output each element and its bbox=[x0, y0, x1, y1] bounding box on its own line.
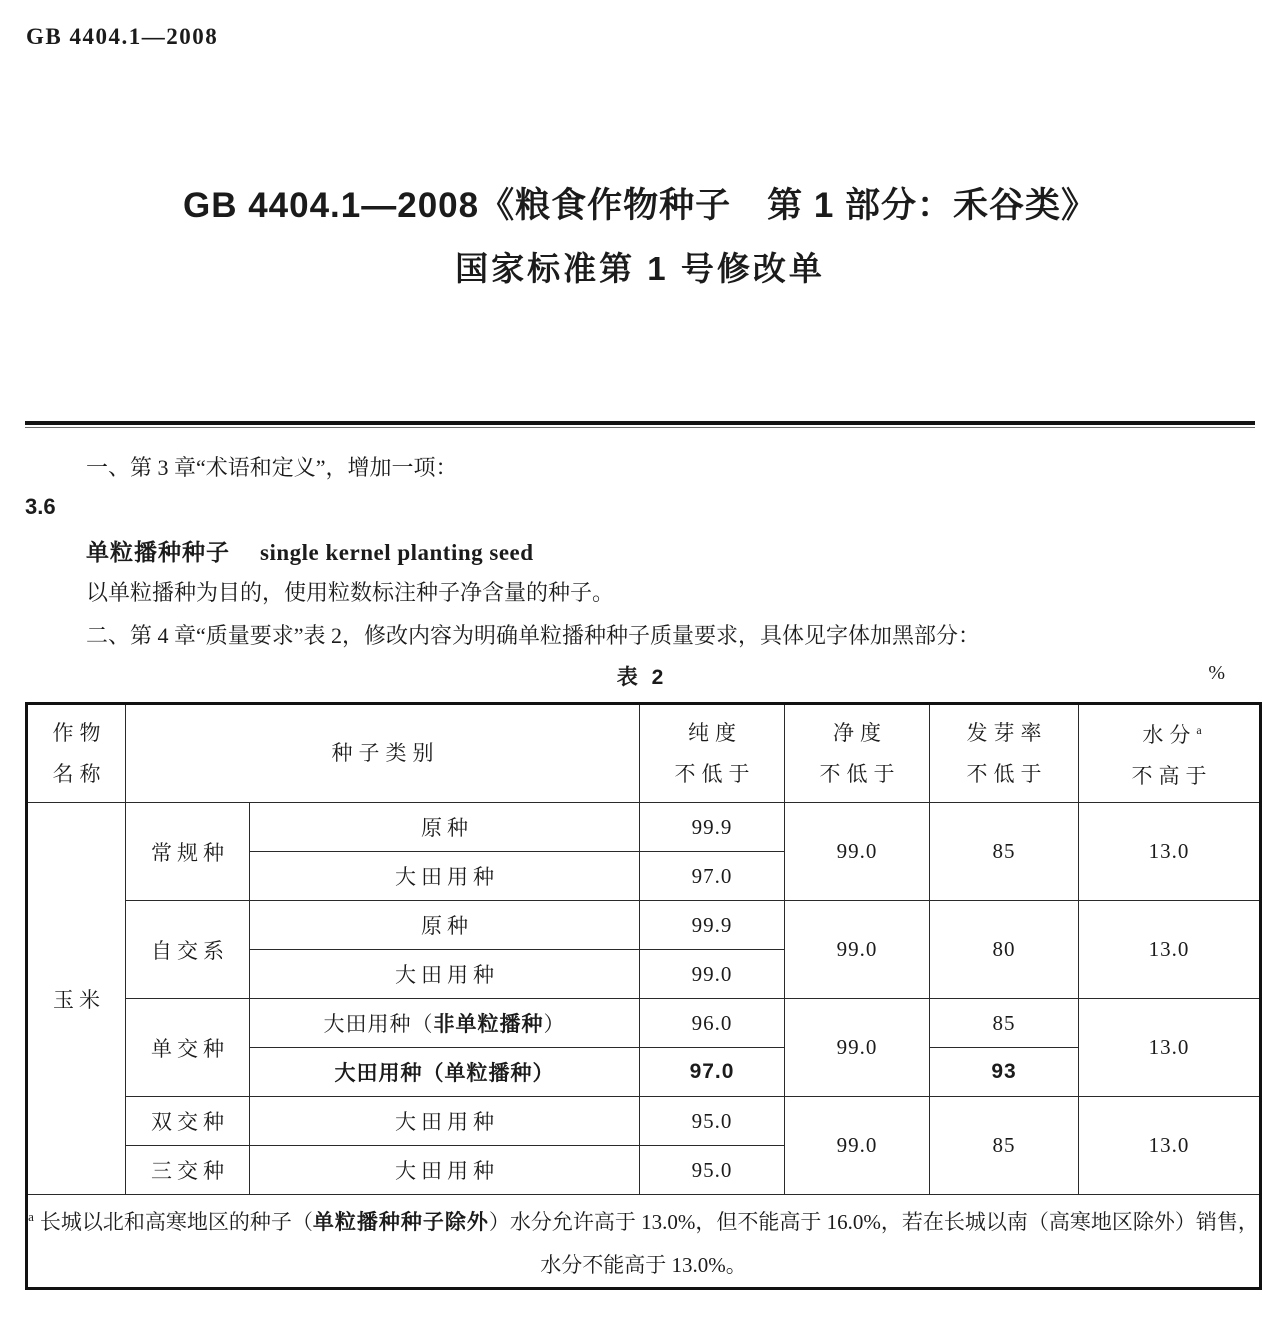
clause-number: 3.6 bbox=[25, 494, 56, 519]
cell-purity-bold: 97.0 bbox=[640, 1048, 785, 1097]
bold-amended-text: 单粒播种种子除外 bbox=[312, 1211, 489, 1234]
cell-type: 大田用种 bbox=[250, 852, 640, 901]
cell-moisture: 13.0 bbox=[1079, 901, 1261, 999]
term-definition-heading bbox=[86, 534, 534, 567]
term-english: single kernel planting seed bbox=[260, 540, 534, 565]
table-row bbox=[27, 803, 1261, 852]
cell-cleanness: 99.0 bbox=[785, 1097, 930, 1195]
term-chinese: 单粒播种种子 bbox=[86, 539, 230, 565]
table-row bbox=[27, 999, 1261, 1048]
cell-germination: 85 bbox=[930, 1097, 1079, 1195]
cell-germination: 80 bbox=[930, 901, 1079, 999]
table-caption-row bbox=[25, 661, 1259, 693]
cell-moisture: 13.0 bbox=[1079, 1097, 1261, 1195]
cell-purity: 95.0 bbox=[640, 1146, 785, 1195]
doc-title bbox=[0, 178, 1280, 290]
header-purity: 纯度 不低于 bbox=[640, 704, 785, 803]
cell-germination: 85 bbox=[930, 803, 1079, 901]
cell-cleanness: 99.0 bbox=[785, 999, 930, 1097]
footnote-marker-a: a bbox=[28, 1209, 34, 1224]
header-germination: 发芽率 不低于 bbox=[930, 704, 1079, 803]
header-moisture: 水分$^a$ 不高于 bbox=[1079, 704, 1261, 803]
table-row bbox=[27, 901, 1261, 950]
cell-type: 原种 bbox=[250, 803, 640, 852]
cell-moisture: 13.0 bbox=[1079, 999, 1261, 1097]
cell-type: 原种 bbox=[250, 901, 640, 950]
cell-group-single-cross: 单交种 bbox=[126, 999, 250, 1097]
amendment-item-1: 一、第 3 章“术语和定义”，增加一项： bbox=[86, 455, 458, 480]
term-definition-text: 以单粒播种为目的，使用粒数标注种子净含量的种子。 bbox=[86, 580, 615, 605]
cell-germination-bold: 93 bbox=[930, 1048, 1079, 1097]
cell-type: 大田用种 bbox=[250, 950, 640, 999]
cell-moisture: 13.0 bbox=[1079, 803, 1261, 901]
cell-type-single-kernel-bold: 大田用种（单粒播种） bbox=[250, 1048, 640, 1097]
cell-purity: 99.9 bbox=[640, 901, 785, 950]
table-unit-percent: % bbox=[1208, 662, 1225, 684]
cell-purity: 97.0 bbox=[640, 852, 785, 901]
cell-germination: 85 bbox=[930, 999, 1079, 1048]
cell-cleanness: 99.0 bbox=[785, 803, 930, 901]
cell-type: 大田用种 bbox=[250, 1146, 640, 1195]
cell-group-double-cross: 双交种 bbox=[126, 1097, 250, 1146]
table-caption: 表 2 bbox=[616, 666, 668, 689]
cell-cleanness: 99.0 bbox=[785, 901, 930, 999]
quality-requirements-table bbox=[25, 702, 1262, 1290]
cell-type-non-single-kernel: 大田用种（非单粒播种） bbox=[250, 999, 640, 1048]
bold-amended-text: 非单粒播种 bbox=[433, 1013, 544, 1036]
cell-crop-maize: 玉米 bbox=[27, 803, 126, 1195]
cell-purity: 99.9 bbox=[640, 803, 785, 852]
doc-title-line2: 国家标准第 1 号修改单 bbox=[455, 250, 825, 287]
table-footnote-row bbox=[27, 1195, 1261, 1289]
doc-title-line1: GB 4404.1—2008《粮食作物种子 第 1 部分：禾谷类》 bbox=[182, 186, 1098, 225]
header-crop-name: 作物 名称 bbox=[27, 704, 126, 803]
table-footnote: $^a$ 长城以北和高寒地区的种子（单粒播种种子除外）水分允许高于 13.0%，但不能高于 16.0%，若在长城以南（高寒地区除外）销售，水分不能高于 13.0%。 bbox=[27, 1195, 1261, 1289]
cell-purity: 95.0 bbox=[640, 1097, 785, 1146]
doc-code: GB 4404.1—2008 bbox=[26, 24, 219, 49]
header-cleanness: 净度 不低于 bbox=[785, 704, 930, 803]
cell-group-conventional: 常规种 bbox=[126, 803, 250, 901]
header-seed-class: 种子类别 bbox=[126, 704, 640, 803]
table-row bbox=[27, 1097, 1261, 1146]
cell-group-inbred-line: 自交系 bbox=[126, 901, 250, 999]
footnote-ref-a: a bbox=[1196, 723, 1202, 737]
header-rule bbox=[25, 421, 1255, 428]
table-header-row bbox=[27, 704, 1261, 803]
cell-purity: 96.0 bbox=[640, 999, 785, 1048]
cell-group-triple-cross: 三交种 bbox=[126, 1146, 250, 1195]
cell-purity: 99.0 bbox=[640, 950, 785, 999]
cell-type: 大田用种 bbox=[250, 1097, 640, 1146]
amendment-item-2: 二、第 4 章“质量要求”表 2，修改内容为明确单粒播种种子质量要求，具体见字体加黑部分： bbox=[86, 623, 981, 648]
